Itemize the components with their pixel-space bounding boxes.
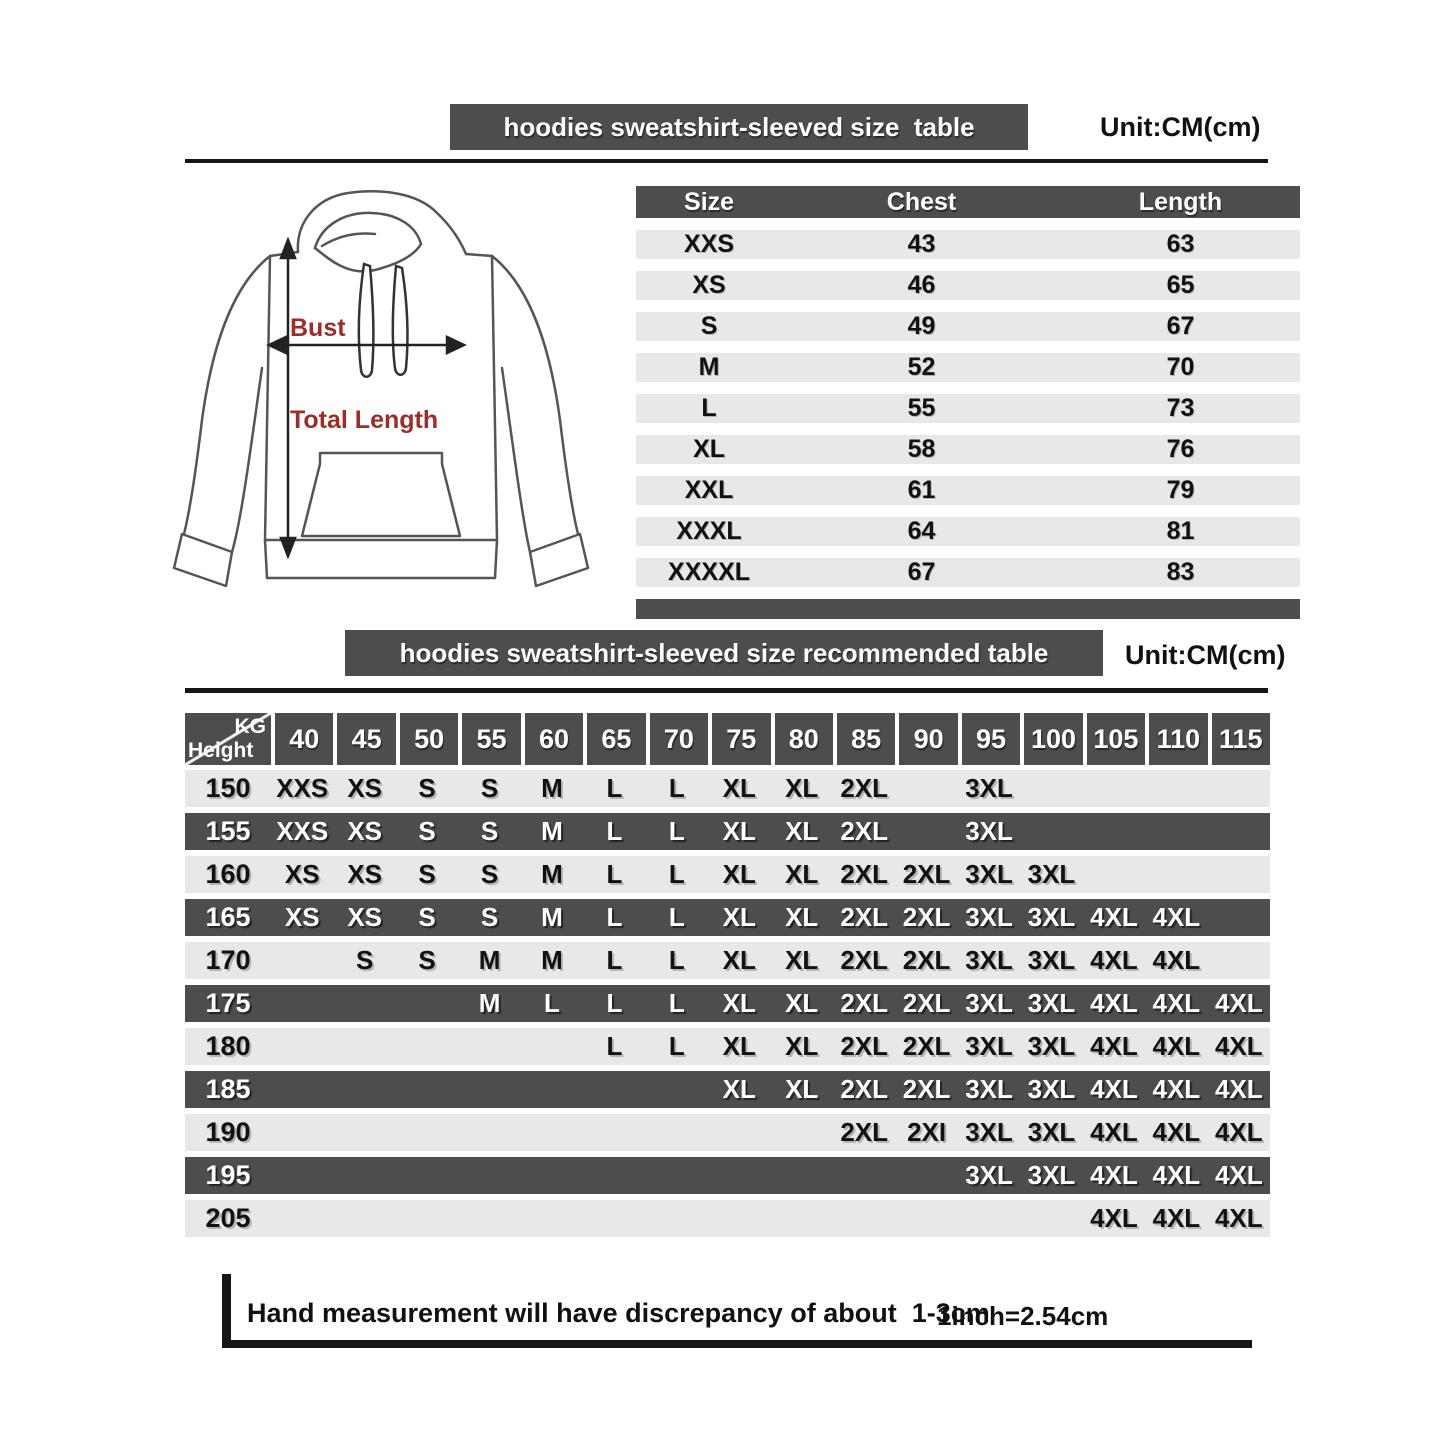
recommend-table-row	[185, 1157, 1270, 1194]
size-value-cell: XS	[347, 902, 382, 932]
kg-header-cell: 110	[1149, 713, 1207, 765]
size-table-row	[636, 476, 1300, 505]
size-value-cell: L	[668, 988, 685, 1018]
size-value-cell: L	[606, 945, 623, 975]
size-value-cell: 4XL	[1214, 988, 1263, 1018]
kg-corner-label: KG	[234, 715, 266, 738]
size-value-cell: XL	[785, 988, 819, 1018]
size-value-cell: 3XL	[1027, 1074, 1076, 1104]
size-value-cell: L	[668, 902, 685, 932]
recommend-table-row	[185, 985, 1270, 1022]
size-table-row	[636, 394, 1300, 423]
height-label-cell: 175	[205, 988, 251, 1018]
size-table-row	[636, 435, 1300, 464]
recommend-table-row	[185, 1071, 1270, 1108]
size-value-cell: S	[480, 902, 499, 932]
size-value-cell: M	[541, 859, 563, 889]
size-value-cell: 4XL	[1214, 1031, 1263, 1061]
divider-middle	[185, 688, 1268, 693]
size-value-cell: 2XL	[902, 1074, 951, 1104]
size-table-cell: 81	[1166, 517, 1195, 545]
size-table-body	[636, 230, 1300, 587]
size-value-cell: 4XL	[1214, 1203, 1263, 1233]
size-value-cell: L	[544, 988, 560, 1018]
size-table-cell: 83	[1166, 558, 1195, 586]
size-value-cell: XL	[785, 1074, 819, 1104]
size-value-cell: XL	[785, 902, 819, 932]
size-value-cell: 4XL	[1090, 1031, 1138, 1061]
size-value-cell: 2XL	[840, 945, 888, 975]
size-value-cell: L	[668, 1031, 685, 1061]
size-table-cell: 76	[1166, 435, 1195, 463]
size-value-cell: M	[541, 773, 563, 803]
size-value-cell: 3XL	[965, 1074, 1013, 1104]
height-label-cell: 165	[205, 902, 251, 932]
size-value-cell: XS	[347, 816, 382, 846]
size-value-cell: XL	[722, 773, 756, 803]
size-value-cell: XL	[785, 859, 819, 889]
size-value-cell: L	[606, 859, 623, 889]
size-value-cell: M	[478, 988, 501, 1018]
size-table-cell: 43	[907, 230, 936, 258]
size-value-cell: 2XL	[902, 945, 951, 975]
size-table-cell: 79	[1166, 476, 1195, 504]
size-value-cell: 2XL	[840, 1117, 888, 1147]
unit-label-top: Unit:CM(cm)	[1100, 112, 1261, 142]
size-value-cell: 4XL	[1214, 1074, 1263, 1104]
size-value-cell: 4XL	[1090, 1160, 1138, 1190]
size-value-cell: 3XL	[1027, 1160, 1076, 1190]
size-value-cell: L	[668, 945, 685, 975]
size-value-cell: 4XL	[1152, 902, 1201, 932]
size-table-title: hoodies sweatshirt-sleeved size table	[503, 111, 975, 142]
kg-header-cell: 90	[899, 713, 957, 765]
recommend-table-row	[185, 856, 1270, 893]
size-value-cell: 2XL	[902, 902, 951, 932]
kg-header-cell: 40	[275, 713, 333, 765]
recommend-table-title-bar	[345, 630, 1103, 676]
kg-header-cell: 115	[1212, 713, 1270, 765]
size-table-cell: 52	[907, 353, 936, 381]
size-value-cell: 2XL	[840, 816, 888, 846]
size-value-cell: 3XL	[965, 1031, 1013, 1061]
height-label-cell: 155	[205, 816, 251, 846]
unit-label-bottom: Unit:CM(cm)	[1125, 640, 1286, 670]
size-table-cell: S	[700, 312, 718, 340]
size-value-cell: 2XL	[840, 988, 888, 1018]
chest-column-header: Chest	[886, 187, 957, 216]
size-value-cell: 3XL	[965, 1160, 1013, 1190]
size-table-cell: 67	[1166, 312, 1195, 340]
kg-header-cell: 45	[337, 713, 395, 765]
inch-conversion-note: 1inch=2.54cm	[937, 1301, 1109, 1331]
length-column-header: Length	[1138, 187, 1223, 216]
divider-top	[185, 159, 1268, 163]
size-value-cell: 4XL	[1090, 1074, 1138, 1104]
size-table-cell: XL	[693, 435, 726, 463]
size-value-cell: S	[418, 859, 436, 889]
size-table-bottom-bar	[636, 599, 1300, 619]
size-value-cell: L	[606, 1031, 623, 1061]
size-value-cell: 3XL	[965, 945, 1013, 975]
size-table-cell: XXS	[684, 230, 735, 258]
total-length-label: Total Length	[290, 406, 439, 434]
height-label-cell: 170	[205, 945, 251, 975]
size-value-cell: 2XL	[840, 773, 888, 803]
size-table-cell: 67	[907, 558, 936, 586]
size-value-cell: S	[480, 773, 499, 803]
size-table-row	[636, 517, 1300, 546]
size-value-cell: S	[480, 816, 499, 846]
size-value-cell: M	[541, 902, 563, 932]
size-value-cell: XL	[722, 816, 756, 846]
kg-header-cell: 80	[775, 713, 833, 765]
size-value-cell: 4XL	[1090, 1203, 1138, 1233]
size-value-cell: 4XL	[1090, 988, 1138, 1018]
size-table-cell: 46	[907, 271, 936, 299]
recommend-table-title: hoodies sweatshirt-sleeved size recommended table	[399, 637, 1049, 668]
size-value-cell: L	[606, 816, 623, 846]
size-value-cell: 4XL	[1152, 1117, 1201, 1147]
recommend-table-row	[185, 942, 1270, 979]
size-value-cell: 3XL	[965, 859, 1013, 889]
size-value-cell: L	[668, 816, 685, 846]
size-value-cell: 3XL	[1027, 902, 1076, 932]
size-value-cell: 3XL	[1027, 1031, 1076, 1061]
kg-header-cell: 65	[587, 713, 645, 765]
size-value-cell: S	[418, 773, 436, 803]
kg-header-cell: 105	[1087, 713, 1145, 765]
size-table-cell: 55	[907, 394, 936, 422]
kg-header-cell: 55	[462, 713, 520, 765]
measurement-note: Hand measurement will have discrepancy of about 1-3cm	[247, 1298, 990, 1328]
size-table-cell: XXXXL	[668, 558, 751, 586]
recommend-table-header-row	[185, 713, 1270, 765]
size-value-cell: L	[668, 773, 685, 803]
size-value-cell: XL	[785, 816, 819, 846]
size-value-cell: XL	[722, 945, 756, 975]
size-table-cell: 65	[1166, 271, 1195, 299]
size-value-cell: 2XL	[840, 1074, 888, 1104]
size-value-cell: XL	[722, 1031, 756, 1061]
size-table-title-bar	[450, 104, 1028, 150]
size-table-cell: XXXL	[676, 517, 742, 545]
kg-header-cell: 75	[712, 713, 770, 765]
kg-header-cell: 85	[837, 713, 895, 765]
recommend-table-row	[185, 1200, 1270, 1237]
size-value-cell: 4XL	[1090, 902, 1138, 932]
size-table-row	[636, 271, 1300, 300]
size-value-cell: 3XL	[965, 773, 1013, 803]
corner-cell	[185, 713, 271, 765]
recommend-table-row	[185, 1028, 1270, 1065]
size-table-row	[636, 312, 1300, 341]
size-table-cell: L	[701, 394, 717, 422]
size-table-cell: 63	[1166, 230, 1195, 258]
hoodie-measurement-diagram	[170, 188, 600, 618]
size-table	[636, 186, 1300, 619]
size-value-cell: 3XL	[965, 988, 1013, 1018]
recommend-table-row	[185, 899, 1270, 936]
size-value-cell: XL	[722, 902, 756, 932]
kg-header-cell: 95	[962, 713, 1020, 765]
size-value-cell: 4XL	[1152, 1074, 1201, 1104]
size-value-cell: M	[541, 816, 563, 846]
size-value-cell: XL	[722, 1074, 756, 1104]
size-value-cell: 3XL	[965, 816, 1013, 846]
size-value-cell: XS	[347, 859, 382, 889]
size-value-cell: S	[418, 902, 436, 932]
hoodie-outline-drawing	[170, 188, 600, 618]
size-table-cell: 73	[1166, 394, 1195, 422]
size-value-cell: XL	[722, 859, 756, 889]
kg-header-cell: 100	[1024, 713, 1082, 765]
size-column-header: Size	[684, 187, 735, 216]
size-table-row	[636, 558, 1300, 587]
size-table-cell: XS	[692, 271, 726, 299]
footer-horizontal-rule	[222, 1340, 1252, 1348]
size-value-cell: 4XL	[1090, 1117, 1138, 1147]
height-label-cell: 180	[205, 1031, 251, 1061]
size-value-cell: XL	[785, 1031, 819, 1061]
size-table-row	[636, 230, 1300, 259]
size-value-cell: 2XI	[907, 1117, 947, 1147]
kg-header-cell: 60	[525, 713, 583, 765]
height-label-cell: 205	[205, 1203, 251, 1233]
size-value-cell: XXS	[276, 816, 329, 846]
size-value-cell: L	[606, 773, 623, 803]
size-table-cell: 61	[907, 476, 936, 504]
size-value-cell: 4XL	[1214, 1117, 1263, 1147]
size-value-cell: 4XL	[1090, 945, 1138, 975]
size-value-cell: 3XL	[1027, 988, 1076, 1018]
recommend-table	[185, 713, 1270, 1243]
height-label-cell: 160	[205, 859, 251, 889]
size-value-cell: M	[541, 945, 563, 975]
size-value-cell: S	[418, 945, 436, 975]
size-value-cell: 2XL	[902, 988, 951, 1018]
recommend-table-row	[185, 770, 1270, 807]
size-value-cell: 2XL	[902, 859, 951, 889]
size-table-cell: 64	[907, 517, 936, 545]
size-value-cell: S	[418, 816, 436, 846]
size-value-cell: XL	[785, 773, 819, 803]
size-value-cell: S	[480, 859, 499, 889]
size-table-cell: 70	[1166, 353, 1195, 381]
size-value-cell: 4XL	[1152, 945, 1201, 975]
size-value-cell: XL	[722, 988, 756, 1018]
recommend-table-body	[185, 770, 1270, 1237]
size-value-cell: XS	[284, 859, 320, 889]
size-value-cell: 3XL	[1027, 859, 1076, 889]
size-value-cell: 2XL	[840, 1031, 888, 1061]
size-value-cell: 2XL	[840, 859, 888, 889]
size-value-cell: 4XL	[1214, 1160, 1263, 1190]
kg-header-cell: 70	[650, 713, 708, 765]
size-value-cell: 4XL	[1152, 1160, 1201, 1190]
size-value-cell: XS	[347, 773, 382, 803]
size-table-cell: XXL	[684, 476, 734, 504]
bust-label: Bust	[290, 314, 346, 342]
size-value-cell: 3XL	[1027, 1117, 1076, 1147]
size-value-cell: 2XL	[902, 1031, 951, 1061]
size-value-cell: 3XL	[965, 902, 1013, 932]
size-value-cell: XS	[284, 902, 320, 932]
height-label-cell: 185	[205, 1074, 251, 1104]
size-value-cell: L	[606, 902, 623, 932]
size-value-cell: 3XL	[965, 1117, 1013, 1147]
recommend-table-row	[185, 813, 1270, 850]
size-value-cell: XXS	[276, 773, 329, 803]
size-table-cell: 58	[907, 435, 936, 463]
recommend-table-row	[185, 1114, 1270, 1151]
size-table-header-row	[636, 186, 1300, 218]
size-table-cell: 49	[907, 312, 936, 340]
size-value-cell: L	[668, 859, 685, 889]
size-value-cell: 4XL	[1152, 1031, 1201, 1061]
size-value-cell: 4XL	[1152, 988, 1201, 1018]
height-corner-label: Height	[188, 739, 254, 762]
size-value-cell: 4XL	[1152, 1203, 1201, 1233]
kg-header-cell: 50	[400, 713, 458, 765]
height-label-cell: 150	[205, 773, 251, 803]
size-table-row	[636, 353, 1300, 382]
height-label-cell: 195	[205, 1160, 251, 1190]
size-value-cell: 3XL	[1027, 945, 1076, 975]
size-value-cell: L	[606, 988, 623, 1018]
size-value-cell: M	[478, 945, 501, 975]
size-value-cell: 2XL	[840, 902, 888, 932]
size-value-cell: XL	[785, 945, 819, 975]
height-label-cell: 190	[205, 1117, 251, 1147]
size-table-cell: M	[698, 353, 720, 381]
footer-vertical-rule	[222, 1274, 231, 1348]
size-value-cell: S	[355, 945, 374, 975]
